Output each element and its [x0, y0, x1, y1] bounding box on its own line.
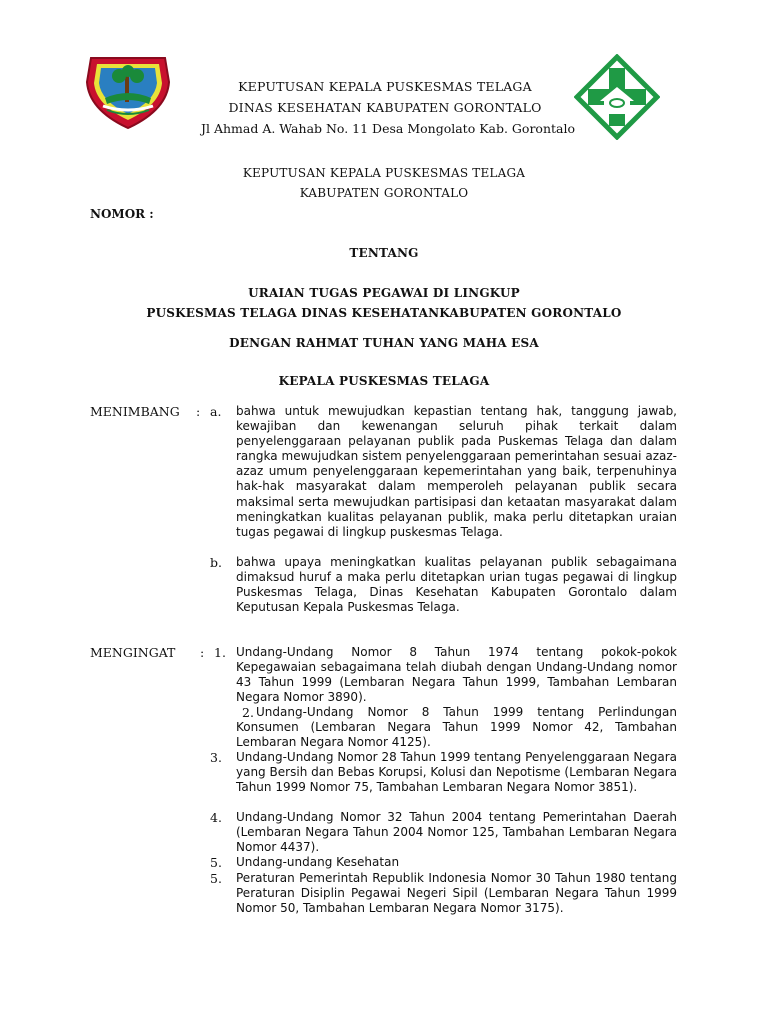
menimbang-marker-b: b. [210, 555, 222, 570]
mengingat-item-5: Undang-undang Kesehatan [236, 855, 400, 869]
menimbang-item-b: bahwa upaya meningkatkan kualitas pelayanan publik sebagaimana dimaksud huruf a maka perlu ditetapkan urian tugas pegawai di lingkup Puskesmas Telaga, Dinas Kesehatan Kabupaten Gorontalo dalam Keputusan Kepala Puskesmas Telaga. [236, 555, 677, 615]
menimbang-item-a: bahwa untuk mewujudkan kepastian tentang hak, tanggung jawab, kewajiban dan kewenangan seluruh pihak terkait dalam penyelenggaraan pelayanan publik pada Puskemas Telaga dan dalam rangka mewujudkan sistem penyelenggaraan pemerintahan sesuai azaz-azaz umum penyelenggaraan kepemerintahan yang baik, terpenuhinya hak-hak masyarakat dalam memperoleh pelayanan publik secara maksimal serta mewujudkan partisipasi dan ketaatan masyarakat dalam meningkatkan kualitas pelayanan publik, maka perlu ditetapkan uraian tugas pegawai di lingkup puskesmas Telaga. [236, 404, 677, 539]
mengingat-colon: : [200, 645, 205, 660]
nomor-label: NOMOR : [90, 207, 154, 221]
header-line-2: DINAS KESEHATAN KABUPATEN GORONTALO [228, 100, 542, 115]
mengingat-item-1: Undang-Undang Nomor 8 Tahun 1974 tentang pokok-pokok Kepegawaian sebagaimana telah diubah dengan Undang-Undang nomor 43 Tahun 1999 (Lembaran Negara Tahun 1999, Tambahan Lembaran Negara Nomor 3890). [236, 645, 677, 705]
mengingat-marker-5: 5. [210, 855, 222, 870]
mengingat-marker-6: 5. [210, 871, 222, 886]
kepala-heading: KEPALA PUSKESMAS TELAGA [278, 374, 490, 388]
mengingat-item-2: Undang-Undang Nomor 8 Tahun 1999 tentang Perlindungan Konsumen (Lembaran Negara Tahun 1999 Nomor 42, Tambahan Lembaran Negara Nomor 4125). [236, 705, 677, 750]
header-address: Jl Ahmad A. Wahab No. 11 Desa Mongolato Kab. Gorontalo [200, 121, 575, 136]
mengingat-marker-2: 2. [242, 705, 254, 720]
mengingat-marker-1: 1. [214, 645, 226, 660]
mengingat-item-3: Undang-Undang Nomor 28 Tahun 1999 tentang Penyelenggaraan Negara yang Bersih dan Bebas Korupsi, Kolusi dan Nepotisme (Lembaran Negara Tahun 1999 Nomor 75, Tambahan Lembaran Negara Nomor 3851). [236, 750, 677, 795]
mengingat-label: MENGINGAT [90, 645, 176, 660]
regency-coat-of-arms-icon [83, 52, 173, 132]
rahmat-heading: DENGAN RAHMAT TUHAN YANG MAHA ESA [229, 336, 539, 350]
mengingat-marker-3: 3. [210, 750, 222, 765]
decree-title-line-2: KABUPATEN GORONTALO [299, 186, 469, 200]
subject-line-1: URAIAN TUGAS PEGAWAI DI LINGKUP [248, 286, 520, 300]
tentang-heading: TENTANG [349, 246, 419, 260]
mengingat-item-6: Peraturan Pemerintah Republik Indonesia Nomor 30 Tahun 1980 tentang Peraturan Disiplin Pegawai Negeri Sipil (Lembaran Negara Tahun 1999 Nomor 50, Tambahan Lembaran Negara Nomor 3175). [236, 871, 677, 916]
subject-line-2: PUSKESMAS TELAGA DINAS KESEHATANKABUPATEN GORONTALO [146, 306, 622, 320]
menimbang-colon: : [196, 404, 201, 419]
mengingat-item-4: Undang-Undang Nomor 32 Tahun 2004 tentang Pemerintahan Daerah (Lembaran Negara Tahun 2004 Nomor 125, Tambahan Lembaran Negara Nomor 4437). [236, 810, 677, 855]
decree-title-line-1: KEPUTUSAN KEPALA PUSKESMAS TELAGA [242, 166, 526, 180]
menimbang-marker-a: a. [210, 404, 222, 419]
puskesmas-cross-logo-icon [574, 54, 660, 140]
header-line-1: KEPUTUSAN KEPALA PUSKESMAS TELAGA [238, 79, 532, 94]
mengingat-marker-4: 4. [210, 810, 222, 825]
menimbang-label: MENIMBANG [90, 404, 180, 419]
